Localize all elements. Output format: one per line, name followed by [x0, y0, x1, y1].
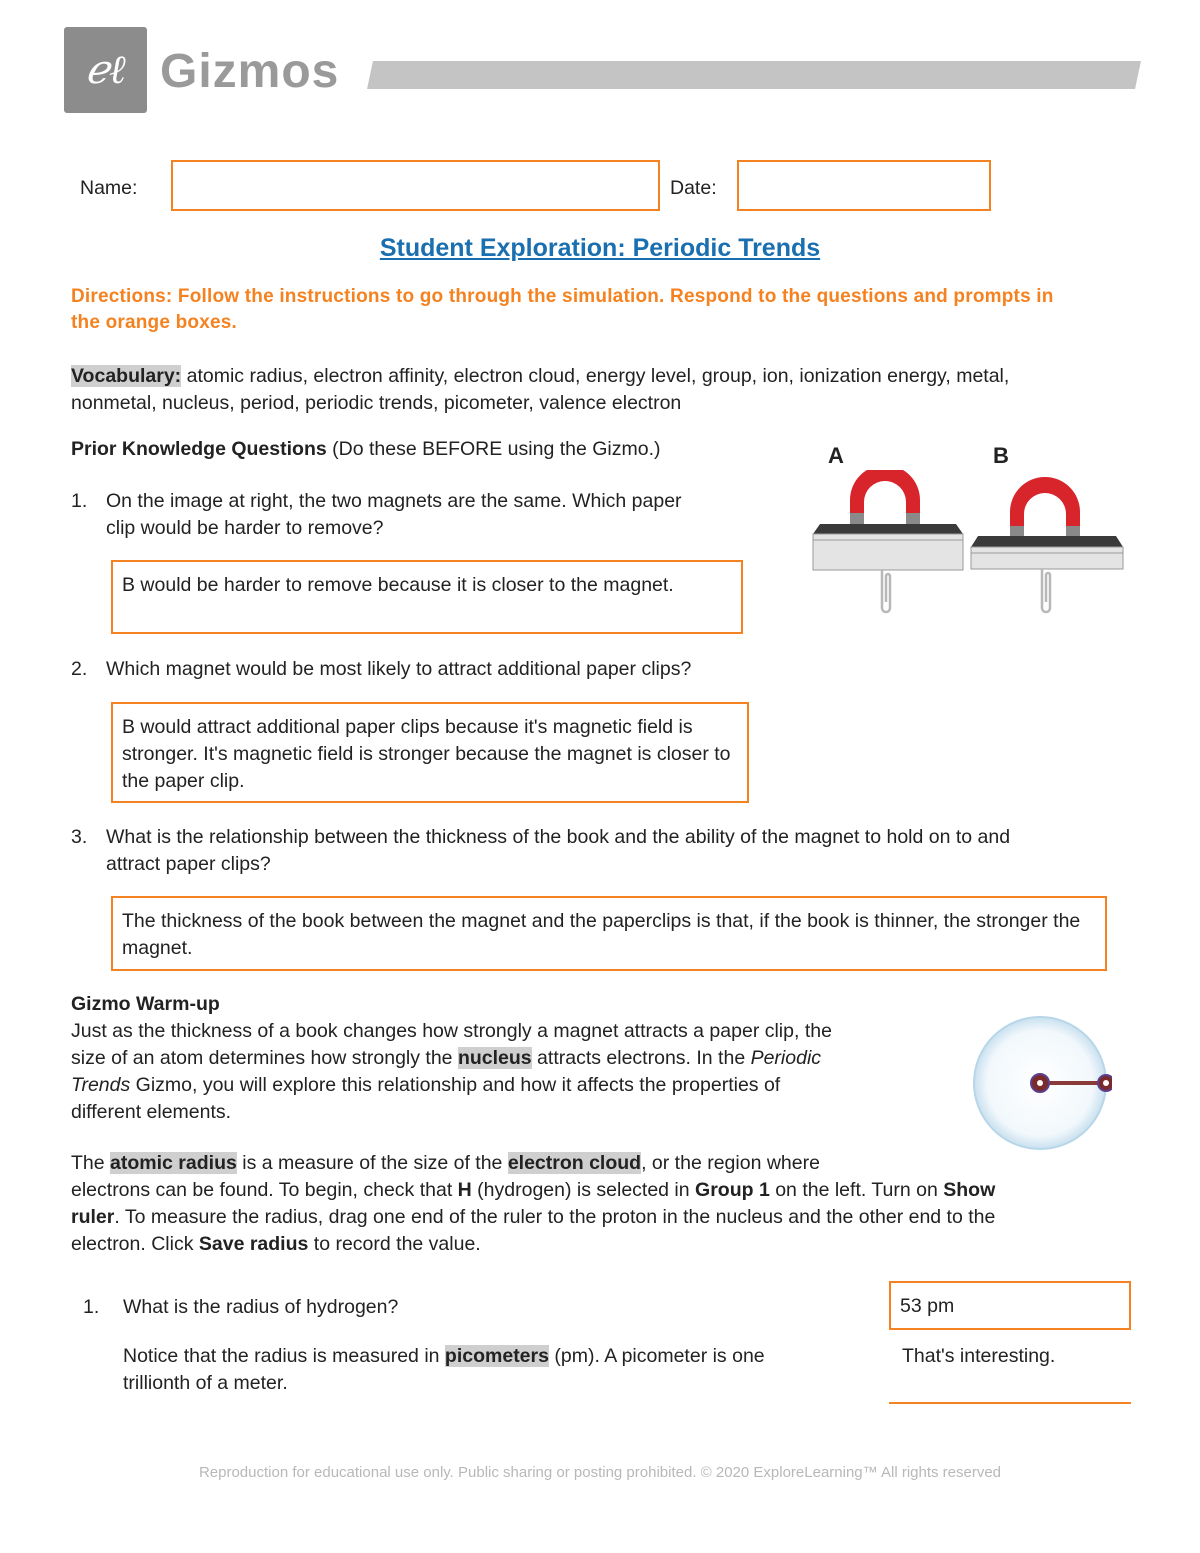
gizmos-logo-text: Gizmos [160, 45, 340, 98]
atom-illustration [972, 1016, 1112, 1152]
gizmos-logo-mark [64, 27, 147, 113]
answer-box-1[interactable] [111, 560, 743, 634]
term-electron-cloud: electron cloud [507, 1152, 642, 1174]
name-field[interactable] [171, 160, 660, 211]
question-text: What is the relationship between the thickness of the book and the ability of the magnet to hold on to and [106, 826, 1011, 848]
warmup-p1-line1: Just as the thickness of a book changes how strongly a magnet attracts a paper clip, the [71, 1020, 832, 1042]
question-number: 3. [71, 826, 88, 848]
warmup-section [71, 991, 931, 1126]
answer-text: B would be harder to remove because it is closer to the magnet. [122, 574, 674, 596]
date-label: Date: [670, 177, 717, 199]
page-title: Student Exploration: Periodic Trends [379, 234, 821, 262]
question-number: 2. [71, 658, 88, 680]
warmup-p1-line2: size of an atom determines how strongly the nucleus attracts electrons. In the Periodic [71, 1047, 822, 1069]
warmup-p2: The atomic radius is a measure of the size of the electron cloud, or the region where electrons can be found. To begin, check that H (hydrogen) is selected in Group 1 on the left. Turn on Show ruler. To measure the radius, drag one end of the ruler to the proton in the nucleus and the other end to the electron. Click Save radius to record the value. [71, 1152, 996, 1255]
question-3 [71, 824, 1131, 878]
logo-glyph: ℯℓ [85, 47, 126, 93]
vocabulary-label: Vocabulary: [71, 365, 182, 387]
warmup-question-1-number: 1. [83, 1296, 100, 1318]
question-2 [71, 656, 791, 683]
header-bar [367, 61, 1141, 89]
vocabulary-line2: nonmetal, nucleus, period, periodic trends, picometer, valence electron [71, 392, 682, 414]
question-text: Which magnet would be most likely to attract additional paper clips? [106, 658, 692, 680]
term-nucleus: nucleus [457, 1047, 532, 1069]
question-text-cont: clip would be harder to remove? [106, 517, 384, 539]
magnet-label-b: B [993, 443, 1009, 468]
answer-text: B would attract additional paper clips because it's magnetic field is stronger. It's magnetic field is stronger because the magnet is closer to the paper clip. [122, 716, 731, 792]
warmup-question-1-text: What is the radius of hydrogen? [123, 1296, 399, 1318]
picometer-note: Notice that the radius is measured in picometers (pm). A picometer is one trillionth of a meter. [123, 1345, 765, 1394]
answer-text: 53 pm [900, 1295, 955, 1317]
directions: Directions: Follow the instructions to go through the simulation. Respond to the questions and prompts in the orange boxes. [71, 286, 1054, 333]
warmup-heading: Gizmo Warm-up [71, 993, 220, 1015]
term-atomic-radius: atomic radius [110, 1152, 237, 1174]
question-text-cont: attract paper clips? [106, 853, 271, 875]
question-text: On the image at right, the two magnets are the same. Which paper [106, 490, 682, 512]
magnet-b [971, 477, 1123, 612]
term-picometers: picometers [444, 1345, 549, 1367]
vocabulary [71, 363, 1131, 417]
magnets-illustration [808, 470, 1128, 620]
answer-line-note[interactable] [889, 1343, 1131, 1404]
magnet-a [813, 470, 963, 612]
prior-heading-note: (Do these BEFORE using the Gizmo.) [326, 438, 661, 460]
warmup-p1-line4: different elements. [71, 1101, 232, 1123]
footer-copyright: Reproduction for educational use only. Public sharing or posting prohibited. © 2020 ExploreLearning™ All rights reserved [198, 1464, 1002, 1481]
vocabulary-line1: atomic radius, electron affinity, electron cloud, energy level, group, ion, ionization energy, metal, [181, 365, 1010, 387]
name-label: Name: [80, 177, 138, 199]
answer-box-2[interactable] [111, 702, 749, 803]
question-1 [71, 488, 761, 542]
prior-knowledge-heading [71, 436, 661, 463]
question-number: 1. [71, 490, 88, 512]
warmup-p1-line3: Trends Gizmo, you will explore this relationship and how it affects the properties of [71, 1074, 781, 1096]
answer-text: That's interesting. [902, 1345, 1056, 1367]
answer-text: The thickness of the book between the magnet and the paperclips is that, if the book is thinner, the stronger the magnet. [122, 910, 1081, 959]
answer-box-3[interactable] [111, 896, 1107, 971]
magnet-label-a: A [828, 443, 844, 468]
prior-heading-text: Prior Knowledge Questions [71, 438, 327, 460]
answer-box-radius[interactable] [889, 1281, 1131, 1330]
date-field[interactable] [737, 160, 991, 211]
